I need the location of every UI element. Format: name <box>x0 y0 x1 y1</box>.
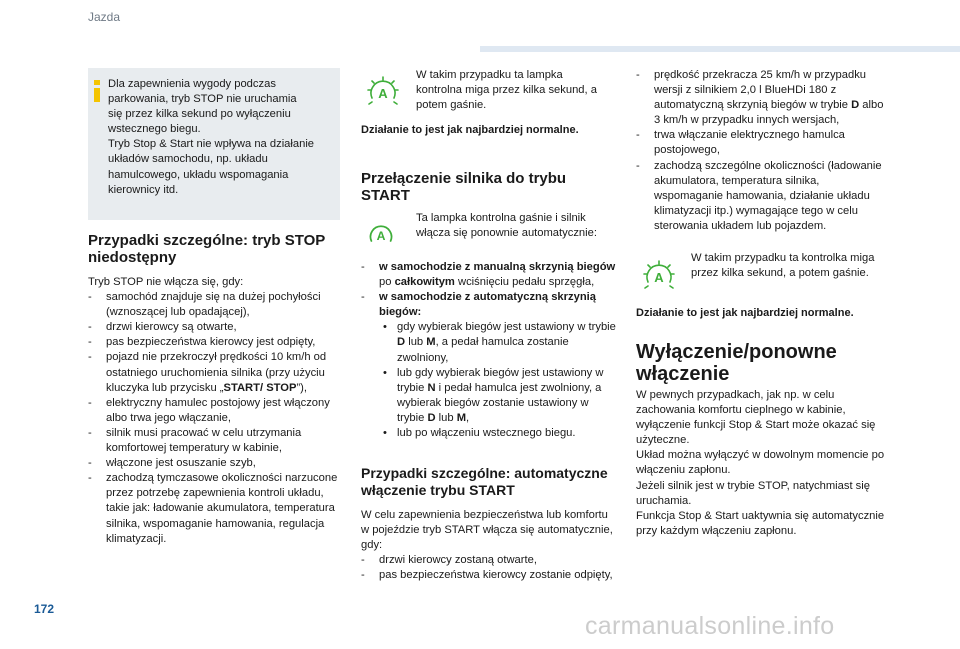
list-item: - włączone jest osuszanie szyb, <box>88 456 340 471</box>
list-item: - zachodzą tymczasowe okoliczności narzucone przez potrzebę zapewnienia kontroli układu, takie jak: ładowanie akumulatora, temperatura silnika, wspomaganie hamowania, regulacja klimatyzacji. <box>88 471 340 546</box>
disable-enable-body: W pewnych przypadkach, jak np. w celu zachowania komfortu cieplnego w kabinie, wyłączenie funkcji Stop & Start może okazać się użyteczne. Układ można wyłączyć w dowolnym momencie po włączeniu zapłonu. Jeżeli silnik jest w trybie STOP, natychmiast się uruchamia. Funkcja Stop & Start uaktywnia się automatycznie przy każdym włączeniu zapłonu. <box>636 389 885 537</box>
heading-auto-start: Przypadki szczególne: automatyczne włączenie trybu START <box>361 465 608 498</box>
list-item: - pas bezpieczeństwa kierowcy zostanie odpięty, <box>361 568 616 583</box>
list-item: - w samochodzie z automatyczną skrzynią biegów: • gdy wybierak biegów jest ustawiony w trybie D lub M, a pedał hamulca zostanie zwolniony, • lub gdy wybierak biegów jest ustawiony w trybie N i pedał hamulca jest zwolniony, a wybierak biegów zostanie ustawiony w trybie D lub M, • lub po włączeniu wstecznego biegu. <box>361 290 616 441</box>
list-item: - prędkość przekracza 25 km/h w przypadku wersji z silnikiem 2,0 l BlueHDi 180 z automatyczną skrzynią biegów w trybie D albo 3 km/h w przypadku innych wersjach, <box>636 68 891 128</box>
watermark: carmanualsonline.info <box>585 612 835 640</box>
auto-start-continued <box>636 68 891 234</box>
lamp3-text: W takim przypadku ta kontrolka miga przez kilka sekund, a potem gaśnie. <box>691 252 875 280</box>
list-item: - zachodzą szczególne okoliczności (ładowanie akumulatora, temperatura silnika, wspomaganie hamowania, działanie układu klimatyzacji itp.) wymagające tego w celu sterowania układem lub pojazdem. <box>636 159 891 234</box>
sub-list-item: • gdy wybierak biegów jest ustawiony w trybie D lub M, a pedał hamulca zostanie zwolniony, <box>379 320 616 365</box>
list-item: - pojazd nie przekroczył prędkości 10 km/h od ostatniego uruchomienia silnika (przy użyciu kluczyka lub przycisku „START/ STOP”), <box>88 350 340 395</box>
start-conditions <box>361 260 616 441</box>
stop-unavailable-body: Tryb STOP nie włącza się, gdy: - samochód znajduje się na dużej pochyłości (wznoszącej lub opadającej), - drzwi kierowcy są otwarte, - pas bezpieczeństwa kierowcy jest odpięty, - pojazd nie przekroczył prędkości 10 km/h od ostatniego uruchomienia silnika (przy użyciu kluczyka lub przycisku „START/ STOP”), - elektryczny hamulec postojowy jest włączony albo trwa jego włączanie, - silnik musi pracować w celu utrzymania komfortowej temperatury w kabinie, - włączone jest osuszanie szyb, - zachodzą tymczasowe okoliczności narzucone przez potrzebę zapewnienia kontroli układu, takie jak: ładowanie akumulatora, temperatura silnika, wspomaganie hamowania, regulacja klimatyzacji. <box>88 275 340 547</box>
normal-note-3: Działanie to jest jak najbardziej normalne. <box>636 307 854 319</box>
info-icon <box>94 80 100 102</box>
heading-disable-enable: Wyłączenie/ponowne włączenie <box>636 341 837 385</box>
list-item: - drzwi kierowcy są otwarte, <box>88 320 340 335</box>
info-text: Dla zapewnienia wygody podczas parkowania, tryb STOP nie uruchamia się przez kilka sekund po wyłączeniu wstecznego biegu. Tryb Stop & Start nie wpływa na działanie układów samochodu, np. układu hamulcowego, układu wspomagania kierownicy itd. <box>108 78 315 196</box>
stop-start-indicator-icon <box>367 220 395 248</box>
section-header: Jazda <box>88 10 121 24</box>
svg-text:A: A <box>378 86 388 101</box>
sub-list-item: • lub gdy wybierak biegów jest ustawiony w trybie N i pedał hamulca jest zwolniony, a wybierak biegów zostanie ustawiony w trybie D lub M, <box>379 366 616 426</box>
heading-switch-to-start: Przełączenie silnika do trybu START <box>361 170 567 204</box>
page-number: 172 <box>34 602 55 616</box>
list-item: - samochód znajduje się na dużej pochyłości (wznoszącej lub opadającej), <box>88 290 340 320</box>
list-item: - pas bezpieczeństwa kierowcy jest odpięty, <box>88 335 340 350</box>
stop-start-active-flashing-icon <box>367 76 399 108</box>
list-item: - silnik musi pracować w celu utrzymania komfortowej temperatury w kabinie, <box>88 426 340 456</box>
list-item: - drzwi kierowcy zostaną otwarte, <box>361 553 616 568</box>
info-box <box>88 68 340 220</box>
sub-list-item: • lub po włączeniu wstecznego biegu. <box>379 426 616 441</box>
stop-start-active-flashing-icon <box>643 260 675 292</box>
lamp1-text: W takim przypadku ta lampka kontrolna miga przez kilka sekund, a potem gaśnie. <box>416 69 597 112</box>
heading-stop-unavailable: Przypadki szczególne: tryb STOP niedostępny <box>88 232 326 266</box>
list-item: - trwa włączanie elektrycznego hamulca postojowego, <box>636 128 891 158</box>
svg-text:A: A <box>654 270 664 285</box>
svg-text:A: A <box>376 229 386 244</box>
auto-start-body: W celu zapewnienia bezpieczeństwa lub komfortu w pojeździe tryb START włącza się automatycznie, gdy: - drzwi kierowcy zostaną otwarte, - pas bezpieczeństwa kierowcy zostanie odpięty, <box>361 508 616 583</box>
normal-note-1: Działanie to jest jak najbardziej normalne. <box>361 124 579 136</box>
list-item: - elektryczny hamulec postojowy jest włączony albo trwa jego włączanie, <box>88 396 340 426</box>
header-bar <box>480 46 960 52</box>
list-item: - w samochodzie z manualną skrzynią biegów po całkowitym wciśnięciu pedału sprzęgła, <box>361 260 616 290</box>
lamp2-text: Ta lampka kontrolna gaśnie i silnik włącza się ponownie automatycznie: <box>416 212 597 240</box>
